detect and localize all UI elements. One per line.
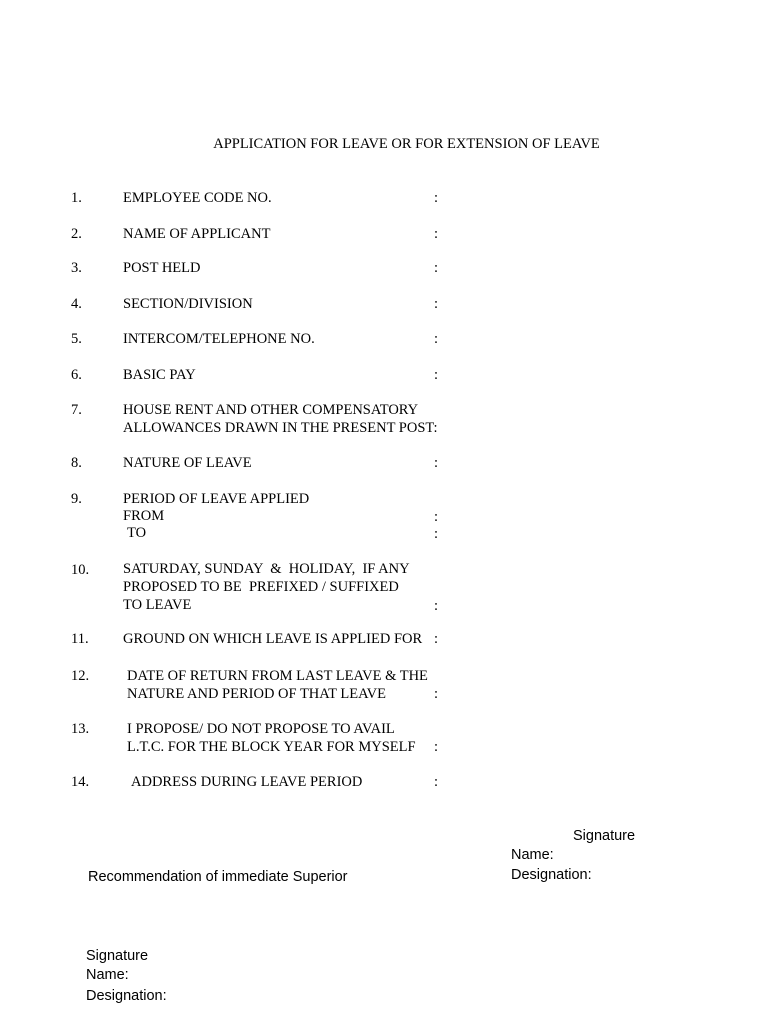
item-label-line: TO LEAVE xyxy=(123,597,192,613)
item-number: 13. xyxy=(71,721,90,737)
item-number: 11. xyxy=(71,631,89,647)
item-colon: : xyxy=(434,226,439,242)
item-colon: : xyxy=(434,260,439,276)
item-number: 5. xyxy=(71,331,82,347)
item-label-from: FROM xyxy=(123,508,165,524)
item-label: NAME OF APPLICANT xyxy=(123,226,271,242)
item-colon: : xyxy=(434,526,439,542)
item-label: EMPLOYEE CODE NO. xyxy=(123,190,272,206)
item-label: GROUND ON WHICH LEAVE IS APPLIED FOR xyxy=(123,631,423,647)
item-label-line: DATE OF RETURN FROM LAST LEAVE & THE xyxy=(127,668,428,684)
item-colon: : xyxy=(434,631,439,647)
item-colon: : xyxy=(434,774,439,790)
item-label-to: TO xyxy=(127,525,147,541)
item-label-line: HOUSE RENT AND OTHER COMPENSATORY xyxy=(123,402,419,418)
item-label-line: I PROPOSE/ DO NOT PROPOSE TO AVAIL xyxy=(127,721,395,737)
item-number: 6. xyxy=(71,367,82,383)
applicant-designation-label: Designation: xyxy=(511,867,592,883)
item-number: 7. xyxy=(71,402,82,418)
applicant-name-label: Name: xyxy=(511,847,554,863)
item-colon: : xyxy=(434,509,439,525)
item-label: BASIC PAY xyxy=(123,367,196,383)
item-number: 12. xyxy=(71,668,90,684)
item-number: 8. xyxy=(71,455,82,471)
item-label: PERIOD OF LEAVE APPLIED xyxy=(123,491,310,507)
item-number: 2. xyxy=(71,226,82,242)
item-colon: : xyxy=(434,367,439,383)
item-label: POST HELD xyxy=(123,260,201,276)
superior-name-label: Name: xyxy=(86,967,129,983)
item-colon: : xyxy=(434,296,439,312)
item-colon: : xyxy=(434,190,439,206)
item-number: 10. xyxy=(71,562,90,578)
item-colon: : xyxy=(434,739,439,755)
item-label xyxy=(127,721,416,756)
item-colon: : xyxy=(434,598,439,614)
item-label: ADDRESS DURING LEAVE PERIOD xyxy=(131,774,363,790)
item-label-line: NATURE AND PERIOD OF THAT LEAVE xyxy=(127,685,387,702)
item-label: INTERCOM/TELEPHONE NO. xyxy=(123,331,315,347)
item-number: 9. xyxy=(71,491,82,507)
item-label xyxy=(123,402,438,437)
item-number: 1. xyxy=(71,190,82,206)
item-label-line: PROPOSED TO BE PREFIXED / SUFFIXED xyxy=(123,579,399,595)
applicant-signature-label: Signature xyxy=(573,828,636,844)
superior-signature-label: Signature xyxy=(86,948,149,964)
item-number: 14. xyxy=(71,774,90,790)
item-label: SECTION/DIVISION xyxy=(123,296,253,312)
item-label-line: SATURDAY, SUNDAY & HOLIDAY, IF ANY xyxy=(123,561,410,577)
form-title: APPLICATION FOR LEAVE OR FOR EXTENSION OF LEAVE xyxy=(213,136,600,152)
item-label-line: ALLOWANCES DRAWN IN THE PRESENT POST: xyxy=(123,419,438,436)
recommendation-heading: Recommendation of immediate Superior xyxy=(88,869,348,885)
item-label: NATURE OF LEAVE xyxy=(123,455,252,471)
item-colon: : xyxy=(434,331,439,347)
item-label-line: L.T.C. FOR THE BLOCK YEAR FOR MYSELF xyxy=(127,738,416,755)
item-label xyxy=(127,668,428,703)
item-colon: : xyxy=(434,686,439,702)
superior-designation-label: Designation: xyxy=(86,988,167,1004)
item-colon: : xyxy=(434,455,439,471)
item-number: 4. xyxy=(71,296,82,312)
item-number: 3. xyxy=(71,260,82,276)
